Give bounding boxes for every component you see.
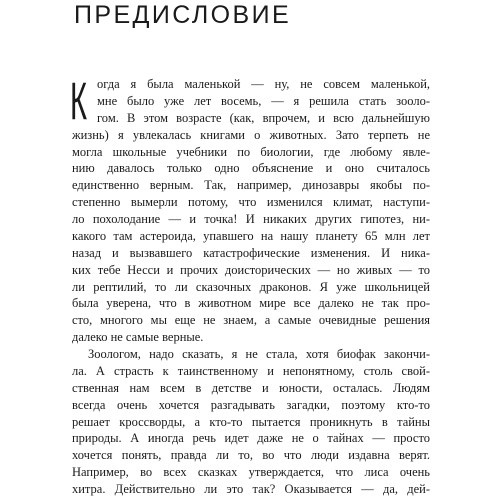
text-line: решает кроссворды, а кто-то пытается проникнуть в тайны: [72, 414, 430, 429]
text-line: ственная нам всем в детстве и юности, осталась. Людям: [72, 380, 430, 395]
text-line: Например, во всех сказках утверждается, что лиса очень: [72, 465, 430, 480]
text-line: назад и вызвавшего катастрофические изменения. И ника-: [72, 245, 430, 260]
chapter-title: ПРЕДИСЛОВИЕ: [74, 1, 292, 29]
text-line: далеко не самые верные.: [72, 330, 204, 345]
text-line: ли рептилий, то ли сказочных драконов. Я уже школьницей: [72, 279, 430, 294]
drop-cap-letter: К: [70, 72, 88, 131]
text-line: степенно вымерли потому, что изменился климат, наступи-: [72, 195, 430, 210]
text-line: гом. В этом возрасте (как, впрочем, и всю дальнейшую: [97, 110, 430, 125]
text-line: жизнь) я увлекалась книгами о животных. Зато терпеть не: [72, 127, 430, 142]
text-line: единственно верным. Так, например, динозавры якобы по-: [72, 178, 430, 193]
text-line: ла. А страсть к таинственному и непонятному, столь свой-: [72, 363, 430, 378]
text-line: природы. А иногда речь идет даже не о тайнах — просто: [72, 431, 430, 446]
text-line: сто, многого мы еще не знаем, а самые очевидные решения: [72, 313, 430, 328]
text-line: нию давалось только одно объяснение и оно считалось: [72, 161, 430, 176]
text-line: какого там астероида, упавшего на нашу планету 65 млн лет: [72, 228, 430, 243]
text-line: огда я была маленькой — ну, не совсем маленькой,: [97, 77, 430, 91]
text-line: всегда очень хочется разгадывать загадки, поэтому кто-то: [72, 397, 430, 412]
text-line: могла школьные учебники по биологии, где любому явле-: [72, 144, 430, 159]
text-line: хочется понять, правда ли то, во что люди издавна верят.: [72, 448, 430, 463]
text-line: была уверена, что в животном мире все далеко не так про-: [72, 296, 430, 311]
text-line: Зоологом, надо сказать, я не стала, хотя биофак закончи-: [88, 347, 430, 362]
text-line: мне было уже лет восемь, — я решила стать зооло-: [97, 93, 430, 108]
text-line: ких тебе Несси и прочих доисторических — но живых — то: [72, 262, 430, 277]
text-line: хитра. Действительно ли это так? Оказывается — да, дей-: [72, 482, 430, 497]
text-line: ло похолодание — и точка! И никаких других гипотез, ни-: [72, 212, 430, 227]
